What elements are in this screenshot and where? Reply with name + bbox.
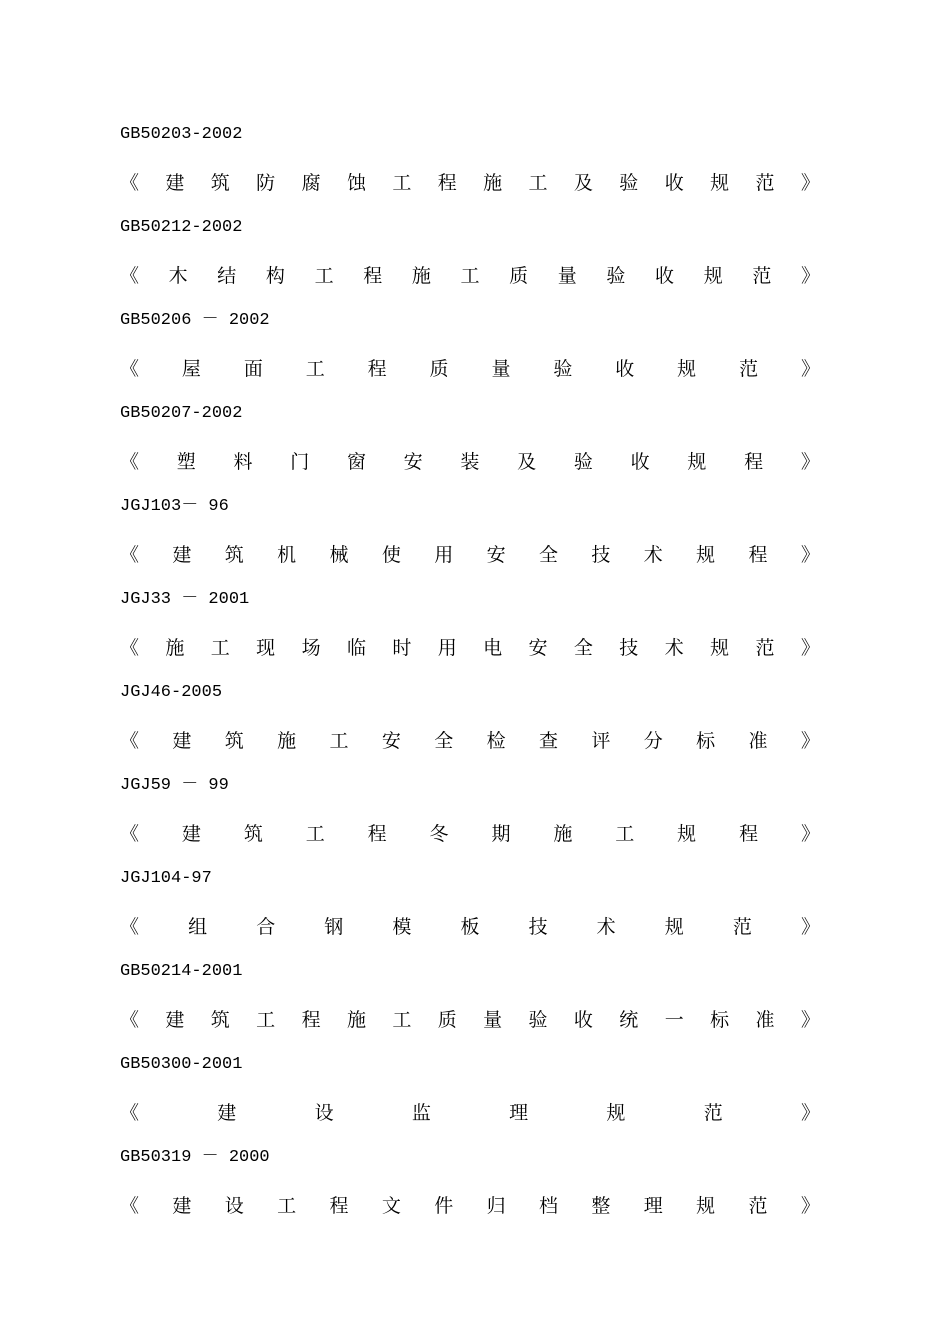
title-char: 监 (411, 1102, 431, 1124)
title-char: 》 (800, 1009, 820, 1031)
standard-code: GB50214-2001 (120, 962, 243, 981)
title-char: 技 (528, 916, 548, 938)
standard-code: JGJ103－ 96 (120, 497, 229, 516)
title-char: 理 (643, 1195, 663, 1217)
title-char: 《 (120, 730, 140, 752)
standard-code: JGJ33 － 2001 (120, 590, 250, 609)
title-char: 设 (224, 1195, 244, 1217)
standard-title (120, 262, 820, 290)
title-char: 筑 (210, 1009, 230, 1031)
title-char: 验 (606, 265, 626, 287)
title-char: 》 (800, 823, 820, 845)
title-char: 械 (329, 544, 349, 566)
title-char: 施 (483, 172, 503, 194)
title-char: 及 (573, 172, 593, 194)
title-char: 《 (120, 172, 140, 194)
title-char: 木 (168, 265, 188, 287)
title-char: 文 (381, 1195, 401, 1217)
title-char: 建 (172, 544, 192, 566)
standard-title (120, 913, 820, 941)
title-char: 组 (188, 916, 208, 938)
title-char: 施 (411, 265, 431, 287)
title-char: 规 (710, 637, 730, 659)
title-char: 术 (643, 544, 663, 566)
title-char: 电 (483, 637, 503, 659)
standard-title (120, 448, 820, 476)
title-char: 全 (434, 730, 454, 752)
title-char: 工 (305, 823, 325, 845)
title-char: 《 (120, 358, 140, 380)
title-char: 工 (528, 172, 548, 194)
title-char: 《 (120, 1009, 140, 1031)
title-char: 一 (664, 1009, 684, 1031)
title-char: 程 (363, 265, 383, 287)
title-char: 机 (277, 544, 297, 566)
title-char: 质 (437, 1009, 457, 1031)
title-char: 检 (486, 730, 506, 752)
title-char: 范 (703, 1102, 723, 1124)
title-char: 《 (120, 544, 140, 566)
title-char: 件 (434, 1195, 454, 1217)
title-char: 程 (367, 358, 387, 380)
title-char: 技 (619, 637, 639, 659)
title-char: 筑 (224, 544, 244, 566)
standard-code: GB50212-2002 (120, 218, 243, 237)
title-char: 工 (329, 730, 349, 752)
standard-code: JGJ59 － 99 (120, 776, 229, 795)
standard-title (120, 1006, 820, 1034)
title-char: 建 (181, 823, 201, 845)
title-char: 《 (120, 265, 140, 287)
title-char: 筑 (243, 823, 263, 845)
title-char: 筑 (210, 172, 230, 194)
title-char: 蚀 (346, 172, 366, 194)
title-char: 规 (710, 172, 730, 194)
title-char: 规 (703, 265, 723, 287)
title-char: 标 (710, 1009, 730, 1031)
title-char: 时 (392, 637, 412, 659)
title-char: 安 (381, 730, 401, 752)
title-char: 工 (277, 1195, 297, 1217)
title-char: 》 (800, 358, 820, 380)
title-char: 》 (800, 637, 820, 659)
title-char: 规 (664, 916, 684, 938)
title-char: 范 (755, 172, 775, 194)
title-char: 腐 (301, 172, 321, 194)
title-char: 分 (643, 730, 663, 752)
title-char: 筑 (224, 730, 244, 752)
standard-title (120, 634, 820, 662)
title-char: 构 (265, 265, 285, 287)
title-char: 统 (619, 1009, 639, 1031)
title-char: 用 (434, 544, 454, 566)
title-char: 》 (800, 172, 820, 194)
title-char: 屋 (181, 358, 201, 380)
title-char: 收 (655, 265, 675, 287)
standard-title (120, 355, 820, 383)
title-char: 建 (172, 1195, 192, 1217)
standard-title (120, 727, 820, 755)
title-char: 合 (256, 916, 276, 938)
title-char: 工 (615, 823, 635, 845)
title-char: 建 (165, 172, 185, 194)
title-char: 程 (329, 1195, 349, 1217)
title-char: 》 (800, 1102, 820, 1124)
title-char: 及 (517, 451, 537, 473)
title-char: 现 (256, 637, 276, 659)
title-char: 程 (437, 172, 457, 194)
title-char: 》 (800, 1195, 820, 1217)
title-char: 全 (539, 544, 559, 566)
title-char: 技 (591, 544, 611, 566)
title-char: 理 (509, 1102, 529, 1124)
title-char: 量 (557, 265, 577, 287)
title-char: 整 (591, 1195, 611, 1217)
title-char: 程 (367, 823, 387, 845)
title-char: 规 (606, 1102, 626, 1124)
standard-code: GB50206 － 2002 (120, 311, 270, 330)
title-char: 收 (630, 451, 650, 473)
title-char: 使 (381, 544, 401, 566)
title-char: 设 (314, 1102, 334, 1124)
title-char: 工 (305, 358, 325, 380)
standard-title (120, 541, 820, 569)
title-char: 术 (664, 637, 684, 659)
title-char: 临 (346, 637, 366, 659)
title-char: 《 (120, 823, 140, 845)
title-char: 工 (392, 172, 412, 194)
title-char: 施 (165, 637, 185, 659)
title-char: 》 (800, 916, 820, 938)
title-char: 准 (748, 730, 768, 752)
title-char: 档 (539, 1195, 559, 1217)
title-char: 建 (217, 1102, 237, 1124)
title-char: 全 (573, 637, 593, 659)
title-char: 工 (392, 1009, 412, 1031)
title-char: 工 (210, 637, 230, 659)
title-char: 量 (483, 1009, 503, 1031)
title-char: 面 (243, 358, 263, 380)
standard-title (120, 1099, 820, 1127)
standard-code: JGJ46-2005 (120, 683, 223, 702)
title-char: 范 (752, 265, 772, 287)
title-char: 工 (256, 1009, 276, 1031)
title-char: 窗 (346, 451, 366, 473)
title-char: 安 (528, 637, 548, 659)
title-char: 收 (573, 1009, 593, 1031)
title-char: 范 (732, 916, 752, 938)
title-char: 场 (301, 637, 321, 659)
title-char: 质 (509, 265, 529, 287)
title-char: 术 (596, 916, 616, 938)
standard-code: GB50300-2001 (120, 1055, 243, 1074)
standard-title (120, 1192, 820, 1220)
title-char: 评 (591, 730, 611, 752)
title-char: 》 (800, 544, 820, 566)
title-char: 施 (346, 1009, 366, 1031)
title-char: 装 (460, 451, 480, 473)
title-char: 结 (217, 265, 237, 287)
title-char: 规 (696, 1195, 716, 1217)
title-char: 查 (539, 730, 559, 752)
title-char: 施 (553, 823, 573, 845)
title-char: 钢 (324, 916, 344, 938)
title-char: 》 (800, 265, 820, 287)
title-char: 工 (460, 265, 480, 287)
title-char: 《 (120, 451, 140, 473)
title-char: 建 (165, 1009, 185, 1031)
standard-code: JGJ104-97 (120, 869, 212, 888)
title-char: 程 (301, 1009, 321, 1031)
title-char: 规 (696, 544, 716, 566)
title-char: 《 (120, 1195, 140, 1217)
title-char: 》 (800, 730, 820, 752)
title-char: 《 (120, 916, 140, 938)
title-char: 收 (615, 358, 635, 380)
title-char: 程 (739, 823, 759, 845)
title-char: 冬 (429, 823, 449, 845)
title-char: 规 (677, 823, 697, 845)
title-char: 归 (486, 1195, 506, 1217)
title-char: 安 (486, 544, 506, 566)
standard-code: GB50203-2002 (120, 125, 243, 144)
title-char: 板 (460, 916, 480, 938)
standard-code: GB50207-2002 (120, 404, 243, 423)
title-char: 验 (619, 172, 639, 194)
title-char: 门 (290, 451, 310, 473)
title-char: 规 (687, 451, 707, 473)
title-char: 施 (277, 730, 297, 752)
title-char: 《 (120, 1102, 140, 1124)
title-char: 工 (314, 265, 334, 287)
title-char: 用 (437, 637, 457, 659)
title-char: 准 (755, 1009, 775, 1031)
title-char: 验 (573, 451, 593, 473)
title-char: 收 (664, 172, 684, 194)
title-char: 《 (120, 637, 140, 659)
title-char: 范 (755, 637, 775, 659)
title-char: 安 (403, 451, 423, 473)
title-char: 程 (748, 544, 768, 566)
title-char: 模 (392, 916, 412, 938)
title-char: 程 (744, 451, 764, 473)
title-char: 建 (172, 730, 192, 752)
standard-code: GB50319 － 2000 (120, 1148, 270, 1167)
title-char: 防 (256, 172, 276, 194)
title-char: 量 (491, 358, 511, 380)
title-char: 质 (429, 358, 449, 380)
title-char: 规 (677, 358, 697, 380)
title-char: 》 (800, 451, 820, 473)
title-char: 范 (739, 358, 759, 380)
title-char: 范 (748, 1195, 768, 1217)
title-char: 料 (233, 451, 253, 473)
title-char: 塑 (176, 451, 196, 473)
title-char: 期 (491, 823, 511, 845)
standard-title (120, 169, 820, 197)
title-char: 验 (553, 358, 573, 380)
title-char: 标 (696, 730, 716, 752)
standard-title (120, 820, 820, 848)
title-char: 验 (528, 1009, 548, 1031)
